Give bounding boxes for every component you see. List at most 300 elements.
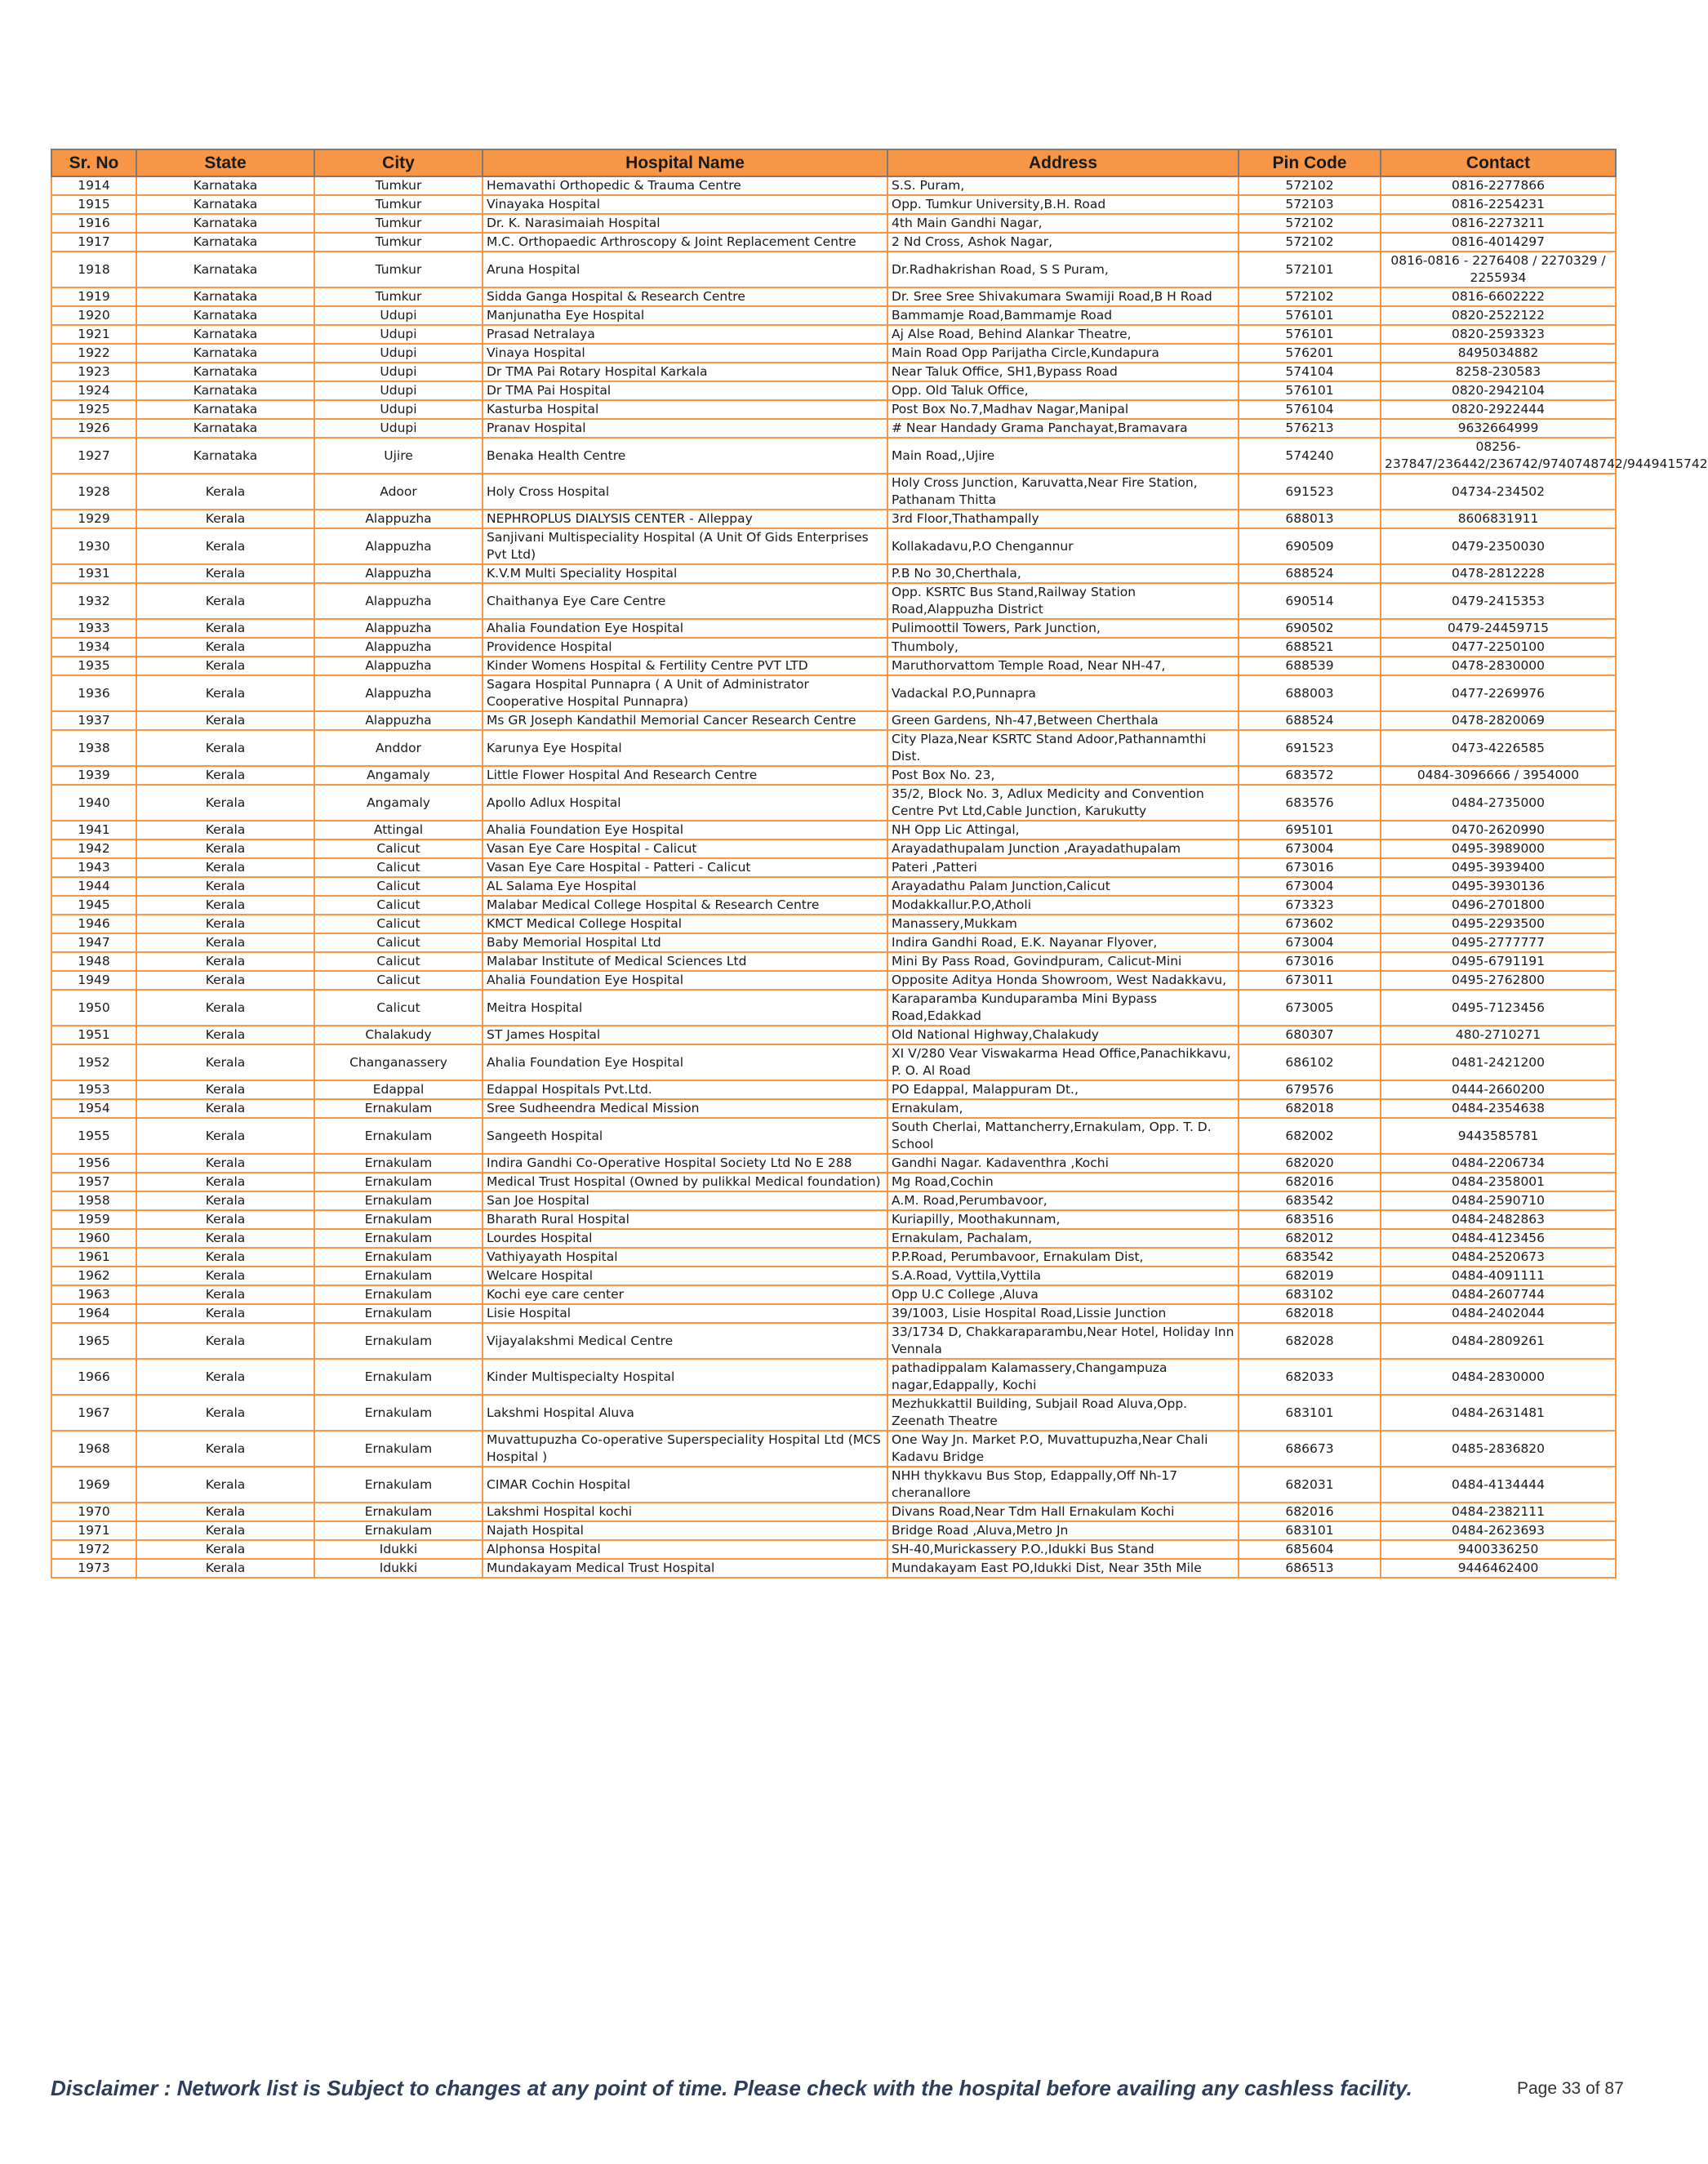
hospital-name-cell: NEPHROPLUS DIALYSIS CENTER - Alleppay: [483, 510, 887, 528]
state-cell: Kerala: [136, 583, 314, 619]
contact-cell: 0484-2206734: [1381, 1154, 1616, 1173]
pin-code-cell: 685604: [1239, 1540, 1381, 1559]
hospital-name-cell: Chaithanya Eye Care Centre: [483, 583, 887, 619]
contact-cell: 0477-2269976: [1381, 675, 1616, 711]
state-cell: Karnataka: [136, 252, 314, 287]
state-cell: Kerala: [136, 821, 314, 839]
contact-cell: 0495-2293500: [1381, 915, 1616, 933]
city-cell: Tumkur: [314, 233, 483, 252]
state-cell: Kerala: [136, 1248, 314, 1267]
table-row: [51, 252, 1616, 287]
address-cell: Thumboly,: [887, 638, 1239, 657]
state-cell: Kerala: [136, 1323, 314, 1359]
table-row: [51, 1304, 1616, 1323]
hospital-name-cell: Karunya Eye Hospital: [483, 730, 887, 766]
hospital-name-cell: Indira Gandhi Co-Operative Hospital Society Ltd No E 288: [483, 1154, 887, 1173]
sr-no-cell: 1958: [51, 1191, 136, 1210]
state-cell: Kerala: [136, 1503, 314, 1521]
hospital-name-cell: Sree Sudheendra Medical Mission: [483, 1099, 887, 1118]
pin-code-cell: 679576: [1239, 1080, 1381, 1099]
contact-cell: 0479-2415353: [1381, 583, 1616, 619]
table-row: [51, 971, 1616, 990]
table-row: [51, 1118, 1616, 1154]
table-row: [51, 381, 1616, 400]
pin-code-cell: 691523: [1239, 474, 1381, 510]
table-row: [51, 730, 1616, 766]
state-cell: Kerala: [136, 1154, 314, 1173]
table-row: [51, 877, 1616, 896]
state-cell: Kerala: [136, 971, 314, 990]
city-cell: Udupi: [314, 344, 483, 363]
state-cell: Kerala: [136, 619, 314, 638]
hospital-name-cell: Baby Memorial Hospital Ltd: [483, 933, 887, 952]
contact-cell: 0479-24459715: [1381, 619, 1616, 638]
table-row: [51, 1559, 1616, 1578]
hospital-name-cell: Vijayalakshmi Medical Centre: [483, 1323, 887, 1359]
sr-no-cell: 1922: [51, 344, 136, 363]
contact-cell: 0820-2593323: [1381, 325, 1616, 344]
city-cell: Ernakulam: [314, 1191, 483, 1210]
table-row: [51, 363, 1616, 381]
hospital-name-cell: Vinaya Hospital: [483, 344, 887, 363]
contact-cell: 0485-2836820: [1381, 1431, 1616, 1467]
table-row: [51, 638, 1616, 657]
address-cell: S.A.Road, Vyttila,Vyttila: [887, 1267, 1239, 1285]
contact-cell: 0495-2762800: [1381, 971, 1616, 990]
state-cell: Kerala: [136, 785, 314, 821]
state-cell: Kerala: [136, 474, 314, 510]
address-cell: Karaparamba Kunduparamba Mini Bypass Road,Edakkad: [887, 990, 1239, 1026]
hospital-name-cell: San Joe Hospital: [483, 1191, 887, 1210]
address-cell: Bammamje Road,Bammamje Road: [887, 306, 1239, 325]
pin-code-cell: 682012: [1239, 1229, 1381, 1248]
city-cell: Ernakulam: [314, 1285, 483, 1304]
hospital-network-table: [51, 149, 1708, 1578]
hospital-name-cell: Aruna Hospital: [483, 252, 887, 287]
city-cell: Ernakulam: [314, 1395, 483, 1431]
address-cell: Opposite Aditya Honda Showroom, West Nadakkavu,: [887, 971, 1239, 990]
table-row: [51, 858, 1616, 877]
pin-code-cell: 682018: [1239, 1099, 1381, 1118]
address-cell: XI V/280 Vear Viswakarma Head Office,Panachikkavu, P. O. Al Road: [887, 1044, 1239, 1080]
sr-no-cell: 1916: [51, 214, 136, 233]
table-row: [51, 619, 1616, 638]
sr-no-cell: 1939: [51, 766, 136, 785]
address-cell: Mundakayam East PO,Idukki Dist, Near 35th Mile: [887, 1559, 1239, 1578]
contact-cell: 0484-3096666 / 3954000: [1381, 766, 1616, 785]
pin-code-cell: 688521: [1239, 638, 1381, 657]
pin-code-cell: 682020: [1239, 1154, 1381, 1173]
address-cell: Pulimoottil Towers, Park Junction,: [887, 619, 1239, 638]
hospital-name-cell: Prasad Netralaya: [483, 325, 887, 344]
pin-code-cell: 673005: [1239, 990, 1381, 1026]
hospital-name-cell: Ahalia Foundation Eye Hospital: [483, 971, 887, 990]
city-cell: Tumkur: [314, 252, 483, 287]
hospital-name-cell: Kochi eye care center: [483, 1285, 887, 1304]
pin-code-cell: 576104: [1239, 400, 1381, 419]
address-cell: P.B No 30,Cherthala,: [887, 564, 1239, 583]
table-header-row: [51, 149, 1616, 176]
table-row: [51, 233, 1616, 252]
pin-code-cell: 683516: [1239, 1210, 1381, 1229]
pin-code-cell: 574240: [1239, 438, 1381, 474]
pin-code-cell: 673016: [1239, 858, 1381, 877]
address-cell: Divans Road,Near Tdm Hall Ernakulam Kochi: [887, 1503, 1239, 1521]
address-cell: P.P.Road, Perumbavoor, Ernakulam Dist,: [887, 1248, 1239, 1267]
hospital-name-cell: Lakshmi Hospital kochi: [483, 1503, 887, 1521]
city-cell: Anddor: [314, 730, 483, 766]
table-row: [51, 176, 1616, 195]
address-cell: Indira Gandhi Road, E.K. Nayanar Flyover,: [887, 933, 1239, 952]
address-cell: NH Opp Lic Attingal,: [887, 821, 1239, 839]
contact-cell: 0816-2273211: [1381, 214, 1616, 233]
city-cell: Udupi: [314, 400, 483, 419]
col-header-address: Address: [887, 149, 1239, 176]
hospital-name-cell: Sangeeth Hospital: [483, 1118, 887, 1154]
sr-no-cell: 1941: [51, 821, 136, 839]
table-row: [51, 400, 1616, 419]
hospital-name-cell: Welcare Hospital: [483, 1267, 887, 1285]
table-row: [51, 1248, 1616, 1267]
city-cell: Calicut: [314, 952, 483, 971]
pin-code-cell: 673602: [1239, 915, 1381, 933]
hospital-name-cell: Kinder Womens Hospital & Fertility Centre PVT LTD: [483, 657, 887, 675]
pin-code-cell: 572102: [1239, 287, 1381, 306]
table-row: [51, 1359, 1616, 1395]
hospital-name-cell: Meitra Hospital: [483, 990, 887, 1026]
sr-no-cell: 1935: [51, 657, 136, 675]
city-cell: Alappuzha: [314, 510, 483, 528]
sr-no-cell: 1950: [51, 990, 136, 1026]
hospital-name-cell: ST James Hospital: [483, 1026, 887, 1044]
table-row: [51, 1267, 1616, 1285]
sr-no-cell: 1967: [51, 1395, 136, 1431]
state-cell: Kerala: [136, 510, 314, 528]
address-cell: City Plaza,Near KSRTC Stand Adoor,Pathannamthi Dist.: [887, 730, 1239, 766]
state-cell: Kerala: [136, 1080, 314, 1099]
city-cell: Calicut: [314, 877, 483, 896]
contact-cell: 0473-4226585: [1381, 730, 1616, 766]
state-cell: Kerala: [136, 1099, 314, 1118]
pin-code-cell: 690502: [1239, 619, 1381, 638]
pin-code-cell: 673004: [1239, 839, 1381, 858]
state-cell: Karnataka: [136, 306, 314, 325]
sr-no-cell: 1943: [51, 858, 136, 877]
hospital-name-cell: Little Flower Hospital And Research Centre: [483, 766, 887, 785]
state-cell: Kerala: [136, 1118, 314, 1154]
contact-cell: 0484-2607744: [1381, 1285, 1616, 1304]
address-cell: One Way Jn. Market P.O, Muvattupuzha,Near Chali Kadavu Bridge: [887, 1431, 1239, 1467]
address-cell: Modakkallur.P.O,Atholi: [887, 896, 1239, 915]
pin-code-cell: 673323: [1239, 896, 1381, 915]
table-row: [51, 896, 1616, 915]
address-cell: A.M. Road,Perumbavoor,: [887, 1191, 1239, 1210]
state-cell: Kerala: [136, 1044, 314, 1080]
city-cell: Alappuzha: [314, 657, 483, 675]
pin-code-cell: 576101: [1239, 381, 1381, 400]
address-cell: Dr.Radhakrishan Road, S S Puram,: [887, 252, 1239, 287]
state-cell: Kerala: [136, 1304, 314, 1323]
sr-no-cell: 1972: [51, 1540, 136, 1559]
city-cell: Ernakulam: [314, 1431, 483, 1467]
state-cell: Kerala: [136, 933, 314, 952]
state-cell: Kerala: [136, 858, 314, 877]
city-cell: Tumkur: [314, 214, 483, 233]
sr-no-cell: 1970: [51, 1503, 136, 1521]
city-cell: Udupi: [314, 363, 483, 381]
hospital-name-cell: Pranav Hospital: [483, 419, 887, 438]
state-cell: Kerala: [136, 990, 314, 1026]
pin-code-cell: 572101: [1239, 252, 1381, 287]
table-row: [51, 474, 1616, 510]
state-cell: Karnataka: [136, 400, 314, 419]
city-cell: Udupi: [314, 381, 483, 400]
hospital-name-cell: Benaka Health Centre: [483, 438, 887, 474]
contact-cell: 0478-2830000: [1381, 657, 1616, 675]
pin-code-cell: 673016: [1239, 952, 1381, 971]
sr-no-cell: 1934: [51, 638, 136, 657]
contact-cell: 0484-4091111: [1381, 1267, 1616, 1285]
table-row: [51, 1431, 1616, 1467]
sr-no-cell: 1940: [51, 785, 136, 821]
contact-cell: 0444-2660200: [1381, 1080, 1616, 1099]
state-cell: Karnataka: [136, 214, 314, 233]
state-cell: Kerala: [136, 564, 314, 583]
contact-cell: 9443585781: [1381, 1118, 1616, 1154]
contact-cell: 0484-2735000: [1381, 785, 1616, 821]
city-cell: Ernakulam: [314, 1099, 483, 1118]
city-cell: Adoor: [314, 474, 483, 510]
state-cell: Kerala: [136, 1559, 314, 1578]
contact-cell: 0820-2522122: [1381, 306, 1616, 325]
contact-cell: 0484-2382111: [1381, 1503, 1616, 1521]
state-cell: Kerala: [136, 711, 314, 730]
state-cell: Karnataka: [136, 233, 314, 252]
contact-cell: 0484-2830000: [1381, 1359, 1616, 1395]
contact-cell: 0484-2623693: [1381, 1521, 1616, 1540]
address-cell: Ernakulam,: [887, 1099, 1239, 1118]
table-row: [51, 933, 1616, 952]
address-cell: Post Box No. 23,: [887, 766, 1239, 785]
address-cell: Gandhi Nagar. Kadaventhra ,Kochi: [887, 1154, 1239, 1173]
hospital-name-cell: Lourdes Hospital: [483, 1229, 887, 1248]
pin-code-cell: 572102: [1239, 233, 1381, 252]
hospital-name-cell: Medical Trust Hospital (Owned by pulikkal Medical foundation): [483, 1173, 887, 1191]
pin-code-cell: 683542: [1239, 1191, 1381, 1210]
sr-no-cell: 1936: [51, 675, 136, 711]
pin-code-cell: 683101: [1239, 1521, 1381, 1540]
hospital-name-cell: Vathiyayath Hospital: [483, 1248, 887, 1267]
col-header-contact: Contact: [1381, 149, 1616, 176]
table-row: [51, 325, 1616, 344]
address-cell: Bridge Road ,Aluva,Metro Jn: [887, 1521, 1239, 1540]
address-cell: Mini By Pass Road, Govindpuram, Calicut-Mini: [887, 952, 1239, 971]
table-row: [51, 1080, 1616, 1099]
hospital-name-cell: Providence Hospital: [483, 638, 887, 657]
pin-code-cell: 572103: [1239, 195, 1381, 214]
address-cell: Pateri ,Patteri: [887, 858, 1239, 877]
contact-cell: 8258-230583: [1381, 363, 1616, 381]
city-cell: Ernakulam: [314, 1521, 483, 1540]
state-cell: Kerala: [136, 1521, 314, 1540]
state-cell: Kerala: [136, 528, 314, 564]
address-cell: Opp. KSRTC Bus Stand,Railway Station Road,Alappuzha District: [887, 583, 1239, 619]
contact-cell: 9446462400: [1381, 1559, 1616, 1578]
city-cell: Ernakulam: [314, 1267, 483, 1285]
pin-code-cell: 682016: [1239, 1173, 1381, 1191]
address-cell: 35/2, Block No. 3, Adlux Medicity and Convention Centre Pvt Ltd,Cable Junction, Karukutty: [887, 785, 1239, 821]
city-cell: Alappuzha: [314, 564, 483, 583]
address-cell: Green Gardens, Nh-47,Between Cherthala: [887, 711, 1239, 730]
state-cell: Karnataka: [136, 195, 314, 214]
state-cell: Kerala: [136, 1210, 314, 1229]
state-cell: Kerala: [136, 638, 314, 657]
address-cell: 2 Nd Cross, Ashok Nagar,: [887, 233, 1239, 252]
city-cell: Calicut: [314, 839, 483, 858]
hospital-name-cell: Sidda Ganga Hospital & Research Centre: [483, 287, 887, 306]
city-cell: Alappuzha: [314, 711, 483, 730]
city-cell: Alappuzha: [314, 619, 483, 638]
contact-cell: 0481-2421200: [1381, 1044, 1616, 1080]
sr-no-cell: 1961: [51, 1248, 136, 1267]
contact-cell: 0484-2590710: [1381, 1191, 1616, 1210]
table-row: [51, 1026, 1616, 1044]
city-cell: Calicut: [314, 858, 483, 877]
state-cell: Kerala: [136, 1359, 314, 1395]
contact-cell: 0484-2520673: [1381, 1248, 1616, 1267]
address-cell: Kollakadavu,P.O Chengannur: [887, 528, 1239, 564]
sr-no-cell: 1947: [51, 933, 136, 952]
sr-no-cell: 1945: [51, 896, 136, 915]
city-cell: Ernakulam: [314, 1248, 483, 1267]
city-cell: Alappuzha: [314, 675, 483, 711]
table-row: [51, 1503, 1616, 1521]
address-cell: Aj Alse Road, Behind Alankar Theatre,: [887, 325, 1239, 344]
address-cell: Dr. Sree Sree Shivakumara Swamiji Road,B H Road: [887, 287, 1239, 306]
city-cell: Calicut: [314, 915, 483, 933]
pin-code-cell: 686673: [1239, 1431, 1381, 1467]
sr-no-cell: 1930: [51, 528, 136, 564]
contact-cell: 9400336250: [1381, 1540, 1616, 1559]
address-cell: pathadippalam Kalamassery,Changampuza nagar,Edappally, Kochi: [887, 1359, 1239, 1395]
address-cell: Opp. Tumkur University,B.H. Road: [887, 195, 1239, 214]
city-cell: Idukki: [314, 1540, 483, 1559]
address-cell: Opp U.C College ,Aluva: [887, 1285, 1239, 1304]
pin-code-cell: 576213: [1239, 419, 1381, 438]
pin-code-cell: 682028: [1239, 1323, 1381, 1359]
state-cell: Karnataka: [136, 344, 314, 363]
pin-code-cell: 683102: [1239, 1285, 1381, 1304]
hospital-name-cell: M.C. Orthopaedic Arthroscopy & Joint Replacement Centre: [483, 233, 887, 252]
hospital-name-cell: Sanjivani Multispeciality Hospital (A Unit Of Gids Enterprises Pvt Ltd): [483, 528, 887, 564]
sr-no-cell: 1938: [51, 730, 136, 766]
table-row: [51, 1285, 1616, 1304]
city-cell: Ernakulam: [314, 1359, 483, 1395]
pin-code-cell: 682033: [1239, 1359, 1381, 1395]
contact-cell: 0495-7123456: [1381, 990, 1616, 1026]
hospital-name-cell: Vasan Eye Care Hospital - Calicut: [483, 839, 887, 858]
pin-code-cell: 682016: [1239, 1503, 1381, 1521]
city-cell: Tumkur: [314, 287, 483, 306]
hospital-name-cell: Sagara Hospital Punnapra ( A Unit of Administrator Cooperative Hospital Punnapra): [483, 675, 887, 711]
hospital-name-cell: KMCT Medical College Hospital: [483, 915, 887, 933]
sr-no-cell: 1952: [51, 1044, 136, 1080]
pin-code-cell: 673011: [1239, 971, 1381, 990]
col-header-hospital-name: Hospital Name: [483, 149, 887, 176]
pin-code-cell: 576101: [1239, 325, 1381, 344]
contact-cell: 0484-4123456: [1381, 1229, 1616, 1248]
sr-no-cell: 1932: [51, 583, 136, 619]
table-row: [51, 657, 1616, 675]
hospital-name-cell: CIMAR Cochin Hospital: [483, 1467, 887, 1503]
contact-cell: 480-2710271: [1381, 1026, 1616, 1044]
sr-no-cell: 1948: [51, 952, 136, 971]
state-cell: Kerala: [136, 1285, 314, 1304]
city-cell: Ernakulam: [314, 1154, 483, 1173]
address-cell: Mg Road,Cochin: [887, 1173, 1239, 1191]
sr-no-cell: 1973: [51, 1559, 136, 1578]
table-row: [51, 675, 1616, 711]
state-cell: Karnataka: [136, 438, 314, 474]
address-cell: Arayadathupalam Junction ,Arayadathupalam: [887, 839, 1239, 858]
sr-no-cell: 1918: [51, 252, 136, 287]
table-row: [51, 214, 1616, 233]
contact-cell: 0495-3989000: [1381, 839, 1616, 858]
hospital-name-cell: Apollo Adlux Hospital: [483, 785, 887, 821]
table-row: [51, 1044, 1616, 1080]
sr-no-cell: 1929: [51, 510, 136, 528]
contact-cell: 0495-3939400: [1381, 858, 1616, 877]
hospital-name-cell: Malabar Institute of Medical Sciences Ltd: [483, 952, 887, 971]
table-row: [51, 1323, 1616, 1359]
pin-code-cell: 576201: [1239, 344, 1381, 363]
sr-no-cell: 1937: [51, 711, 136, 730]
address-cell: Mezhukkattil Building, Subjail Road Aluva,Opp. Zeenath Theatre: [887, 1395, 1239, 1431]
state-cell: Kerala: [136, 1431, 314, 1467]
hospital-name-cell: Malabar Medical College Hospital & Research Centre: [483, 896, 887, 915]
address-cell: Near Taluk Office, SH1,Bypass Road: [887, 363, 1239, 381]
contact-cell: 8606831911: [1381, 510, 1616, 528]
city-cell: Edappal: [314, 1080, 483, 1099]
pin-code-cell: 683572: [1239, 766, 1381, 785]
contact-cell: 0495-6791191: [1381, 952, 1616, 971]
sr-no-cell: 1928: [51, 474, 136, 510]
sr-no-cell: 1915: [51, 195, 136, 214]
state-cell: Kerala: [136, 1173, 314, 1191]
pin-code-cell: 683101: [1239, 1395, 1381, 1431]
sr-no-cell: 1968: [51, 1431, 136, 1467]
state-cell: Kerala: [136, 1229, 314, 1248]
contact-cell: 0484-2631481: [1381, 1395, 1616, 1431]
hospital-name-cell: Hemavathi Orthopedic & Trauma Centre: [483, 176, 887, 195]
contact-cell: 0478-2812228: [1381, 564, 1616, 583]
contact-cell: 8495034882: [1381, 344, 1616, 363]
address-cell: Manassery,Mukkam: [887, 915, 1239, 933]
state-cell: Kerala: [136, 1540, 314, 1559]
address-cell: PO Edappal, Malappuram Dt.,: [887, 1080, 1239, 1099]
pin-code-cell: 574104: [1239, 363, 1381, 381]
hospital-name-cell: Muvattupuzha Co-operative Superspeciality Hospital Ltd (MCS Hospital ): [483, 1431, 887, 1467]
hospital-name-cell: Dr TMA Pai Hospital: [483, 381, 887, 400]
hospital-name-cell: Lakshmi Hospital Aluva: [483, 1395, 887, 1431]
address-cell: Kuriapilly, Moothakunnam,: [887, 1210, 1239, 1229]
address-cell: NHH thykkavu Bus Stop, Edappally,Off Nh-17 cheranallore: [887, 1467, 1239, 1503]
sr-no-cell: 1959: [51, 1210, 136, 1229]
address-cell: Arayadathu Palam Junction,Calicut: [887, 877, 1239, 896]
hospital-name-cell: Edappal Hospitals Pvt.Ltd.: [483, 1080, 887, 1099]
pin-code-cell: 680307: [1239, 1026, 1381, 1044]
state-cell: Kerala: [136, 675, 314, 711]
